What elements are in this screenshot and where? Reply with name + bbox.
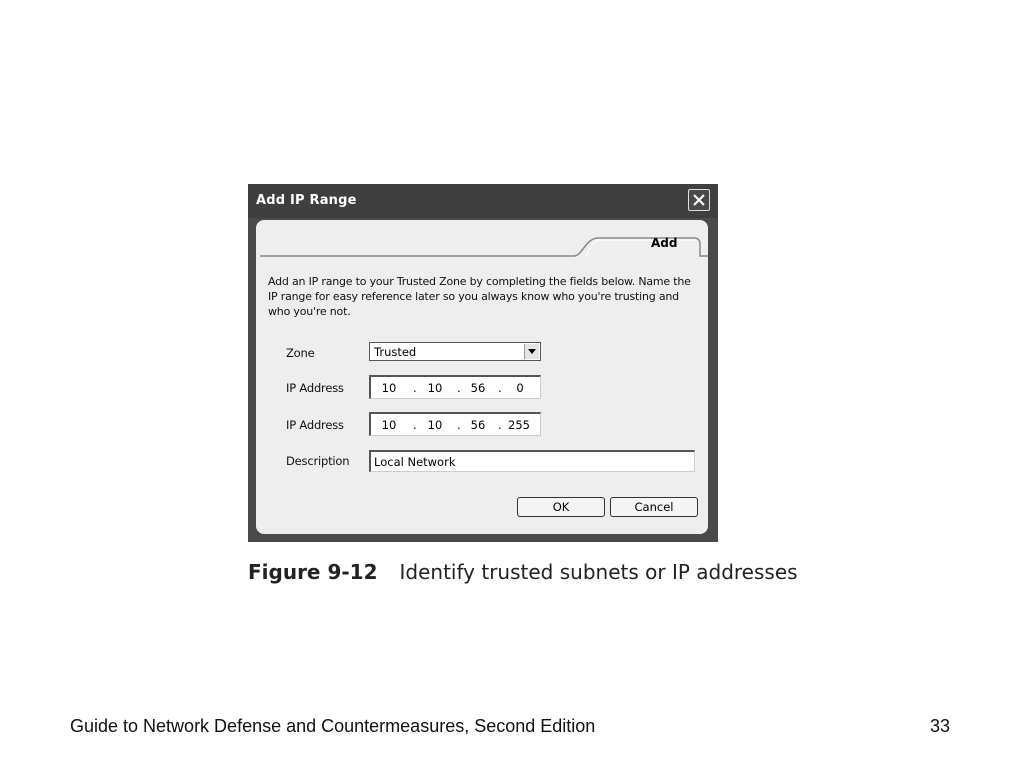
ip-dot: .: [498, 418, 502, 432]
figure-number: Figure 9-12: [248, 560, 378, 584]
ip-dot: .: [457, 381, 461, 395]
ip-dot: .: [413, 381, 417, 395]
dialog-title: Add IP Range: [256, 193, 357, 208]
ip-start-octet-3[interactable]: 56: [470, 381, 486, 395]
figure-caption-text: Identify trusted subnets or IP addresses: [399, 560, 798, 584]
ip-end-octet-1[interactable]: 10: [381, 418, 397, 432]
ip-start-octet-2[interactable]: 10: [427, 381, 443, 395]
chevron-down-icon: [528, 349, 536, 354]
description-input[interactable]: Local Network: [369, 450, 695, 472]
intro-text: Add an IP range to your Trusted Zone by completing the fields below. Name the IP range for easy reference later so you always know who you're trusting and who you're not.: [268, 275, 691, 318]
ip-start-octet-4[interactable]: 0: [516, 381, 524, 395]
close-icon: [692, 193, 706, 207]
description-label: Description: [286, 454, 350, 468]
ok-button[interactable]: OK: [517, 497, 605, 517]
ip-start-octet-1[interactable]: 10: [381, 381, 397, 395]
ip-end-label: IP Address: [286, 418, 344, 432]
page-number: 33: [930, 716, 951, 736]
cancel-button[interactable]: Cancel: [610, 497, 698, 517]
close-button[interactable]: [688, 189, 710, 211]
ip-end-octet-2[interactable]: 10: [427, 418, 443, 432]
ip-start-field[interactable]: [369, 375, 541, 399]
dropdown-arrow[interactable]: [524, 344, 539, 359]
add-ip-range-dialog: [248, 184, 718, 542]
ip-start-label: IP Address: [286, 381, 344, 395]
ip-dot: .: [498, 381, 502, 395]
ip-end-octet-4[interactable]: 255: [508, 418, 530, 432]
zone-select[interactable]: [369, 342, 541, 361]
dialog-titlebar[interactable]: [248, 184, 718, 218]
tab-strip: [256, 220, 708, 260]
book-title: Guide to Network Defense and Countermeasures, Second Edition: [70, 716, 596, 736]
ip-dot: .: [457, 418, 461, 432]
ip-end-field[interactable]: [369, 412, 541, 436]
ip-dot: .: [413, 418, 417, 432]
zone-label: Zone: [286, 346, 315, 360]
ip-end-octet-3[interactable]: 56: [470, 418, 486, 432]
zone-select-value: Trusted: [374, 345, 417, 359]
figure-caption: [248, 560, 798, 584]
tab-add[interactable]: Add: [651, 236, 678, 250]
